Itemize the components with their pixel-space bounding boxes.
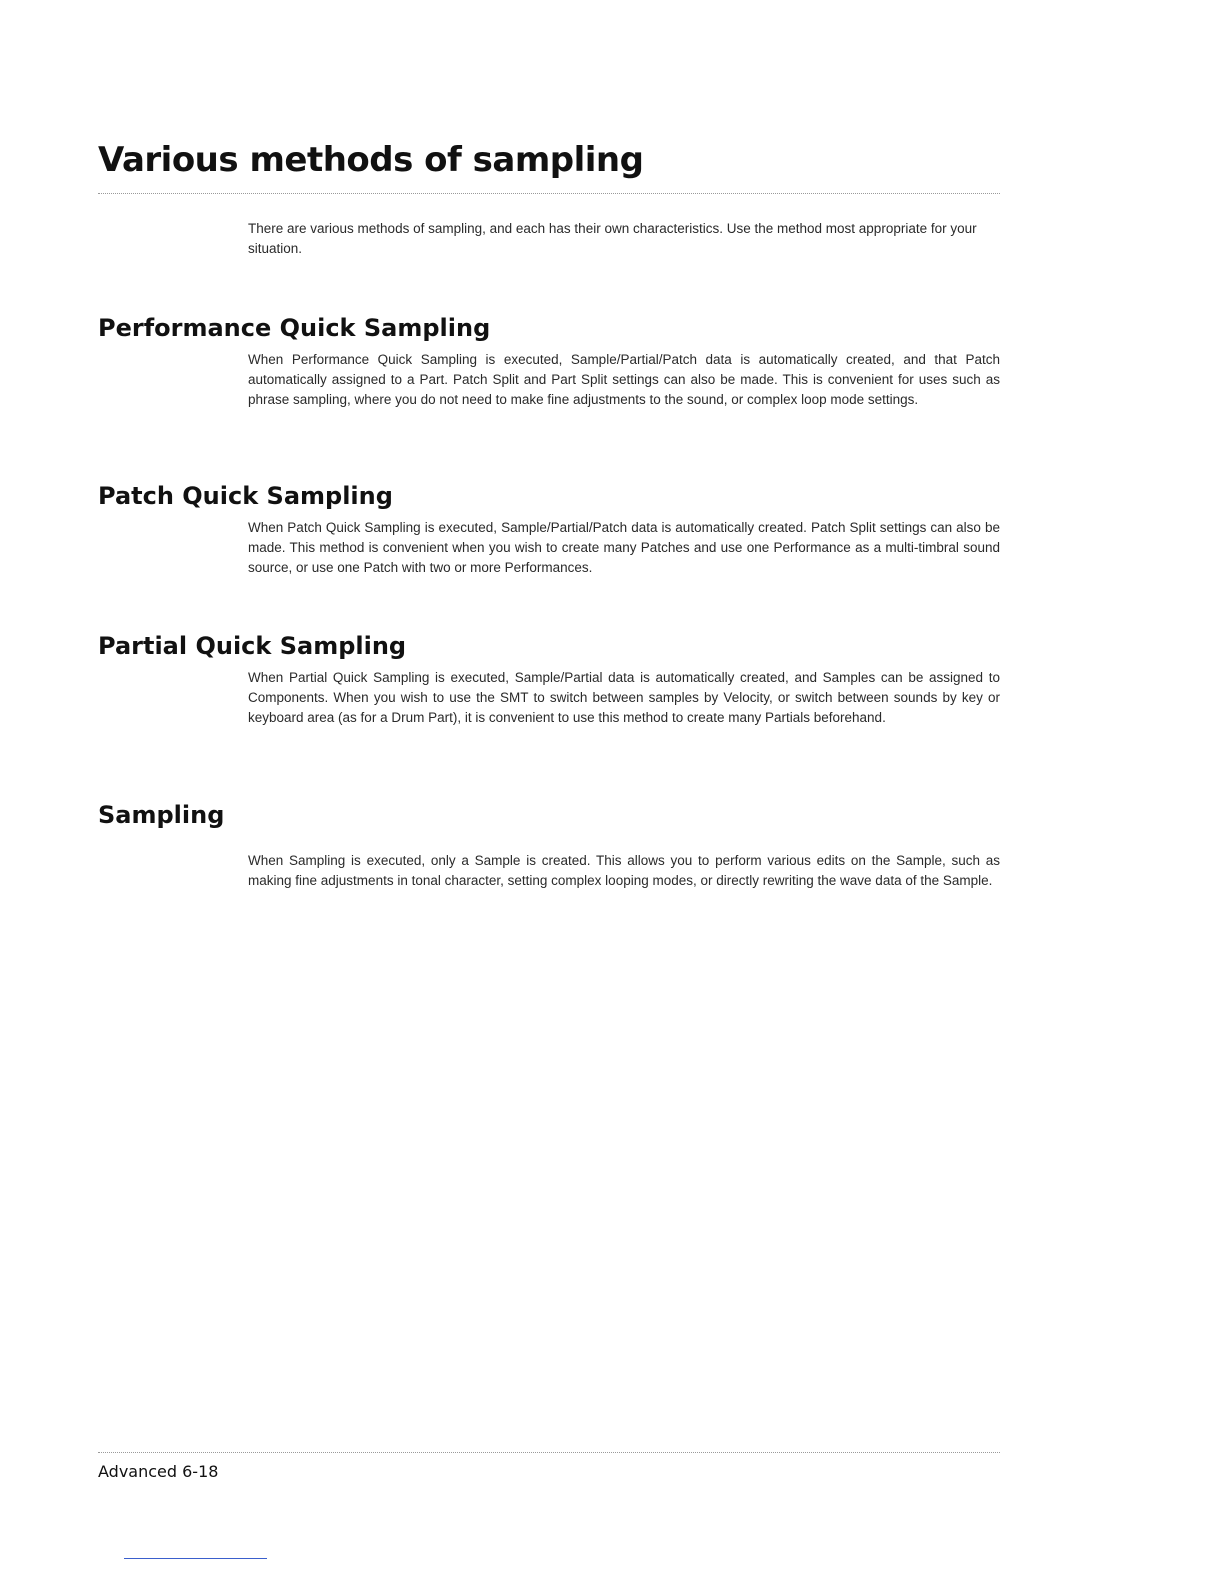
section-sampling bbox=[98, 799, 1000, 891]
section-body: When Performance Quick Sampling is executed, Sample/Partial/Patch data is automatically created, and that Patch automatically assigned to a Part. Patch Split and Part Split settings can also be made. This is convenient for uses such as phrase sampling, where you do not need to make fine adjustments to the sound, or complex loop mode settings. bbox=[248, 352, 1000, 407]
link-underline bbox=[124, 1558, 267, 1559]
section-heading: Patch Quick Sampling bbox=[98, 482, 393, 510]
section-body: When Sampling is executed, only a Sample is created. This allows you to perform various edits on the Sample, such as making fine adjustments in tonal character, setting complex looping modes, or directly rewriting the wave data of the Sample. bbox=[248, 853, 1000, 888]
top-divider bbox=[98, 193, 1000, 194]
section-body: When Patch Quick Sampling is executed, Sample/Partial/Patch data is automatically created. Patch Split settings can also be made. This method is convenient when you wish to create many Patches and use one Performance as a multi-timbral sound source, or use one Patch with two or more Performances. bbox=[248, 520, 1000, 575]
page-title: Various methods of sampling bbox=[98, 140, 644, 180]
section-partial-quick-sampling bbox=[98, 630, 1000, 728]
section-heading: Sampling bbox=[98, 801, 225, 829]
section-heading: Partial Quick Sampling bbox=[98, 632, 407, 660]
section-performance-quick-sampling bbox=[98, 312, 1000, 410]
page-number-footer: Advanced 6-18 bbox=[98, 1462, 219, 1481]
section-patch-quick-sampling bbox=[98, 480, 1000, 578]
intro-paragraph: There are various methods of sampling, and each has their own characteristics. Use the method most appropriate for your situation. bbox=[248, 221, 977, 256]
section-heading: Performance Quick Sampling bbox=[98, 314, 491, 342]
section-body: When Partial Quick Sampling is executed, Sample/Partial data is automatically created, and Samples can be assigned to Components. When you wish to use the SMT to switch between samples by Velocity, or switch between sounds by key or keyboard area (as for a Drum Part), it is convenient to use this method to create many Partials beforehand. bbox=[248, 670, 1000, 725]
bottom-divider bbox=[98, 1452, 1000, 1453]
